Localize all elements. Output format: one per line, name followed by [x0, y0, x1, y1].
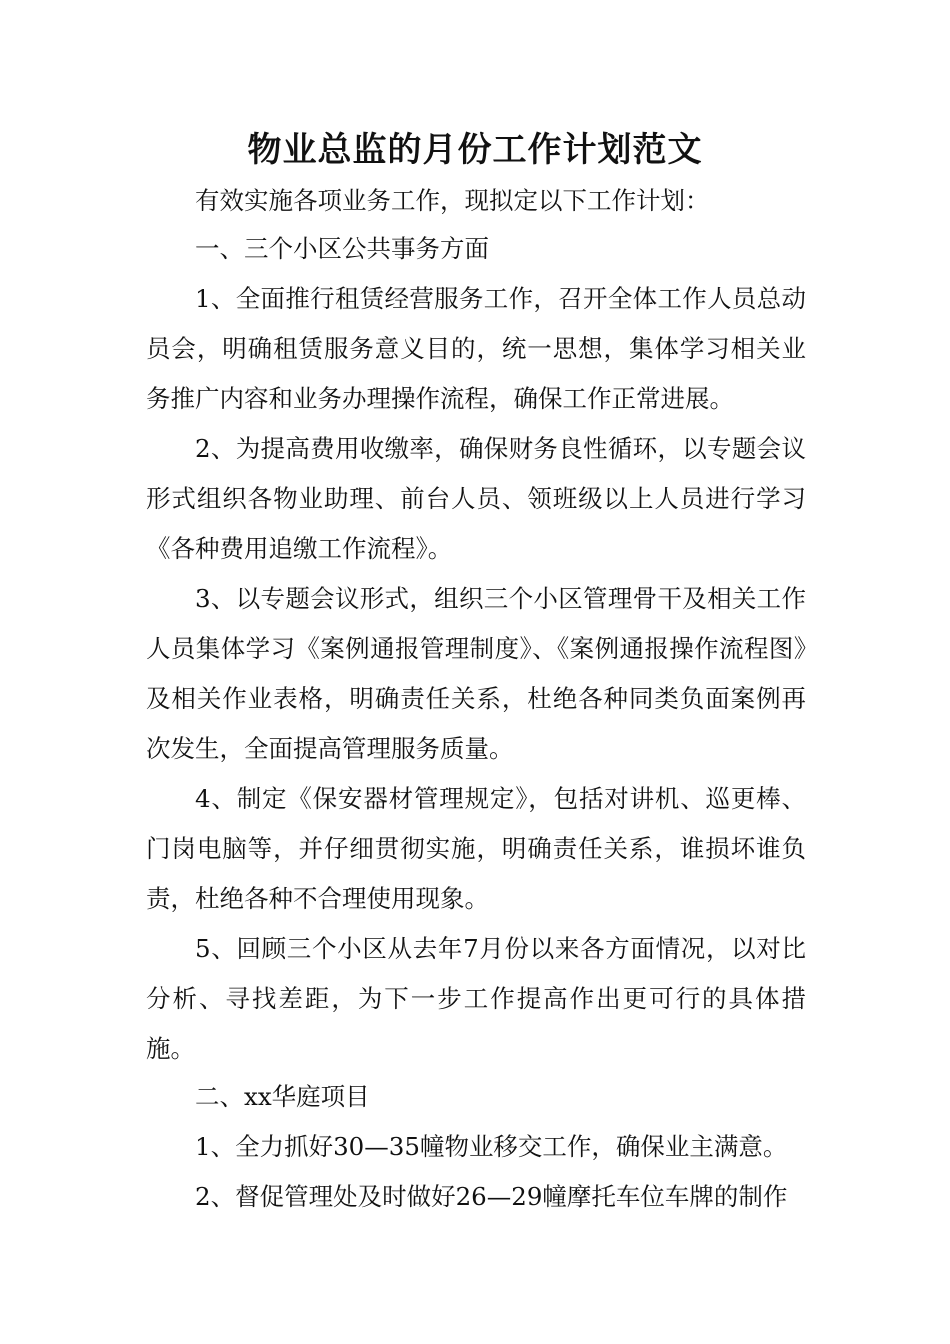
section-1-item-5: 5、回顾三个小区从去年7月份以来各方面情况，以对比分析、寻找差距，为下一步工作提高作出更可行的具体措施。 [146, 934, 806, 1063]
document-title: 物业总监的月份工作计划范文 [247, 130, 703, 170]
section-1-heading: 一、三个小区公共事务方面 [195, 234, 489, 263]
section-2-heading: 二、xx华庭项目 [195, 1082, 370, 1111]
section-1-item-2: 2、为提高费用收缴率，确保财务良性循环，以专题会议形式组织各物业助理、前台人员、领班级以上人员进行学习《各种费用追缴工作流程》。 [146, 434, 806, 563]
section-1-item-4: 4、制定《保安器材管理规定》，包括对讲机、巡更棒、门岗电脑等，并仔细贯彻实施，明确责任关系，谁损坏谁负责，杜绝各种不合理使用现象。 [146, 784, 806, 913]
section-2-item-1: 1、全力抓好30—35幢物业移交工作，确保业主满意。 [195, 1132, 788, 1161]
section-1-item-1: 1、全面推行租赁经营服务工作，召开全体工作人员总动员会，明确租赁服务意义目的，统一思想，集体学习相关业务推广内容和业务办理操作流程，确保工作正常进展。 [146, 284, 806, 413]
section-1-item-3: 3、以专题会议形式，组织三个小区管理骨干及相关工作人员集体学习《案例通报管理制度》、《案例通报操作流程图》及相关作业表格，明确责任关系，杜绝各种同类负面案例再次发生，全面提高管理服务质量。 [146, 584, 806, 763]
section-2-item-2: 2、督促管理处及时做好26—29幢摩托车位车牌的制作 [195, 1182, 788, 1211]
intro-paragraph: 有效实施各项业务工作，现拟定以下工作计划： [195, 186, 710, 215]
